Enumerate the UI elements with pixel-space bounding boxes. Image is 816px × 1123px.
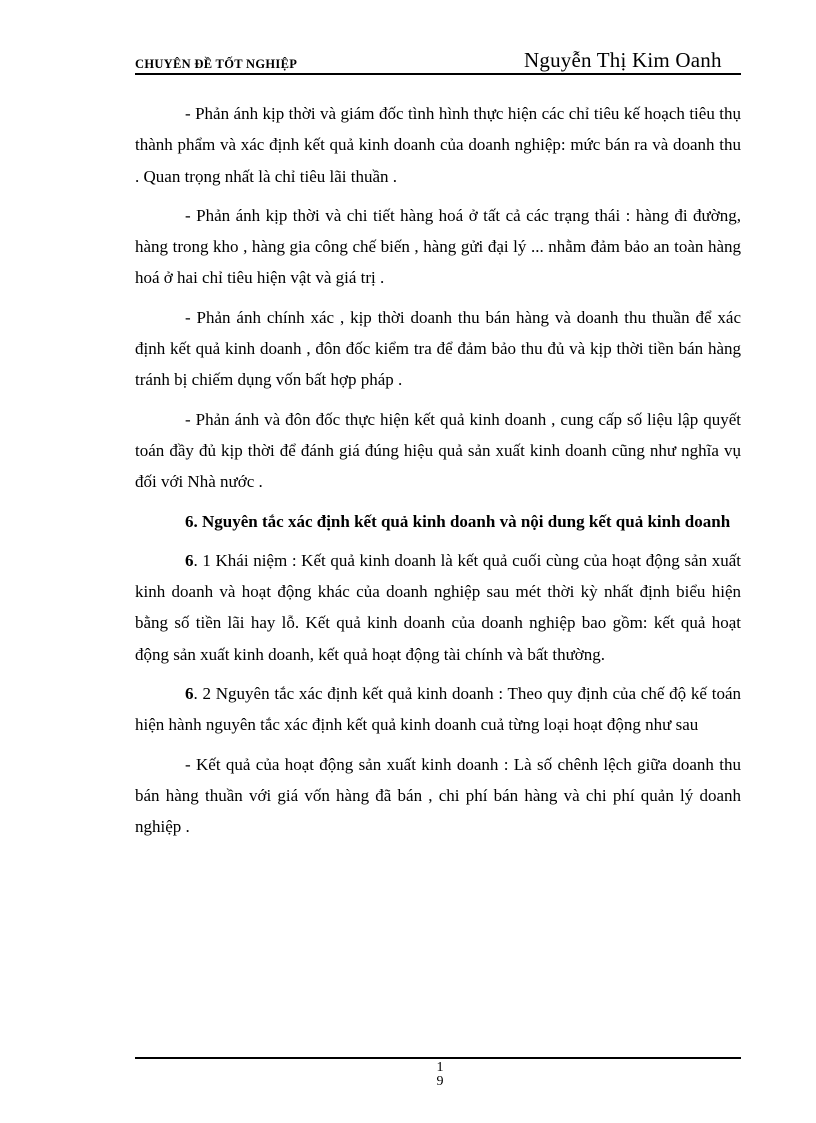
paragraph: - Phản ánh chính xác , kịp thời doanh thu bán hàng và doanh thu thuần để xác định kết quả kinh doanh , đôn đốc kiểm tra để đảm bảo thu đủ và kịp thời tiền bán hàng tránh bị chiếm dụng vốn bất hợp pháp . xyxy=(135,307,741,390)
section-number: 6 xyxy=(185,550,194,570)
paragraph: - Kết quả của hoạt động sản xuất kinh doanh : Là số chênh lệch giữa doanh thu bán hàng thuần với giá vốn hàng đã bán , chi phí bán hàng và chi phí quản lý doanh nghiệp . xyxy=(135,754,741,837)
paragraph: - Phản ánh kịp thời và giám đốc tình hình thực hiện các chỉ tiêu kế hoạch tiêu thụ thành phẩm và xác định kết quả kinh doanh của doanh nghiệp: mức bán ra và doanh thu . Quan trọng nhất là chỉ tiêu lãi thuần . xyxy=(135,104,741,186)
paragraph: 6. 2 Nguyên tắc xác định kết quả kinh doanh : Theo quy định của chế độ kế toán hiện hành nguyên tắc xác định kết quả kinh doanh cuả từng loại hoạt động như sau xyxy=(135,684,741,735)
paragraph: 6. 1 Khái niệm : Kết quả kinh doanh là kết quả cuối cùng của hoạt động sản xuất kinh doanh và hoạt động khác của doanh nghiệp sau mét thời kỳ nhất định biểu hiện bằng số tiền lãi hay lỗ. Kết quả kinh doanh của doanh nghiệp bao gồm: kết quả hoạt động sản xuất kinh doanh, kết quả hoạt động tài chính và bất thường. xyxy=(135,550,741,664)
section-number: 6 xyxy=(185,684,194,704)
footer-divider xyxy=(135,1057,741,1059)
paragraph: - Phản ánh và đôn đốc thực hiện kết quả kinh doanh , cung cấp số liệu lập quyết toán đầy đủ kịp thời để đánh giá đúng hiệu quả sản xuất kinh doanh cũng như nghĩa vụ đối với Nhà nước . xyxy=(135,409,741,492)
document-header-title: CHUYÊN ĐỀ TỐT NGHIỆP xyxy=(135,57,298,71)
section-heading: 6. Nguyên tắc xác định kết quả kinh doanh và nội dung kết quả kinh doanh xyxy=(185,511,731,531)
document-header-author: Nguyễn Thị Kim Oanh xyxy=(524,48,722,72)
page-number: 1 9 xyxy=(436,1060,444,1089)
document-body xyxy=(135,98,741,851)
header-divider xyxy=(135,73,741,75)
paragraph: - Phản ánh kịp thời và chi tiết hàng hoá ở tất cả các trạng thái : hàng đi đường, hàng trong kho , hàng gia công chế biến , hàng gửi đại lý ... nhằm đảm bảo an toàn hàng hoá ở hai chỉ tiêu hiện vật và giá trị . xyxy=(135,205,741,288)
